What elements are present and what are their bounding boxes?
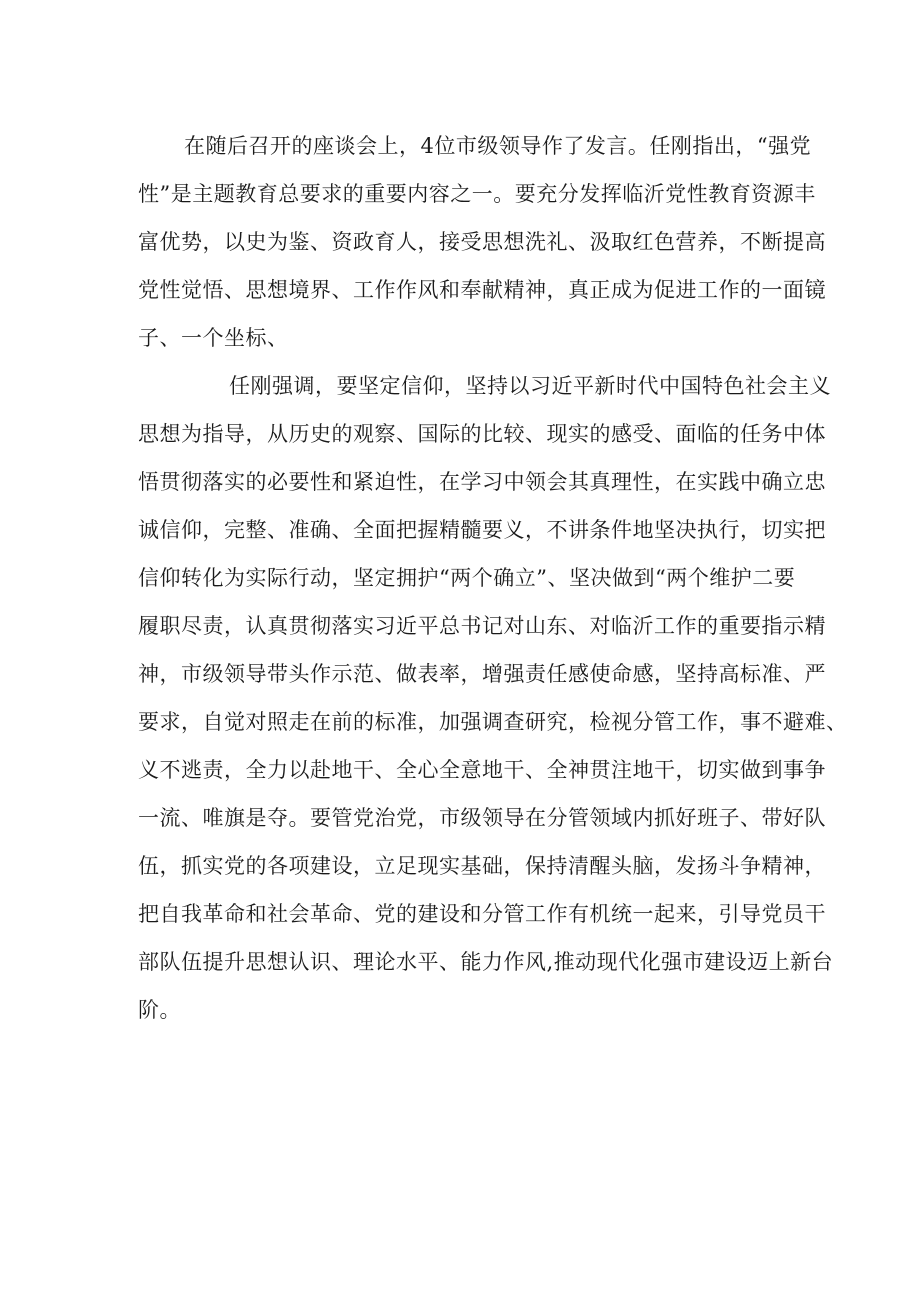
paragraph-2-line-4: 诚信仰，完整、准确、全面把握精髓要义，不讲条件地坚决执行，切实把 bbox=[138, 518, 826, 542]
paragraph-1-line-5: 子、一个坐标、 bbox=[138, 326, 289, 350]
paragraph-2-line-6: 履职尽责，认真贯彻落实习近平总书记对山东、对临沂工作的重要指示精 bbox=[138, 614, 826, 638]
paragraph-2-line-10: 一流、唯旗是夺。要管党治党，市级领导在分管领域内抓好班子、带好队 bbox=[138, 806, 826, 830]
paragraph-2-line-3: 悟贯彻落实的必要性和紧迫性，在学习中领会其真理性，在实践中确立忠 bbox=[138, 470, 826, 494]
paragraph-2-line-7: 神，市级领导带头作示范、做表率，增强责任感使命感，坚持高标准、严 bbox=[138, 662, 826, 686]
paragraph-2-line-8: 要求，自觉对照走在前的标准，加强调查研究，检视分管工作，事不避难、 bbox=[138, 710, 848, 734]
paragraph-2-line-1: 任刚强调，要坚定信仰，坚持以习近平新时代中国特色社会主义 bbox=[229, 374, 831, 398]
paragraph-1-line-2: 性”是主题教育总要求的重要内容之一。要充分发挥临沂党性教育资源丰 bbox=[138, 182, 816, 206]
paragraph-1-line-1: 在随后召开的座谈会上，4位市级领导作了发言。任刚指出，“强党 bbox=[184, 134, 812, 158]
paragraph-2-line-12: 把自我革命和社会革命、党的建设和分管工作有机统一起来，引导党员干 bbox=[138, 902, 826, 926]
paragraph-2-line-2: 思想为指导，从历史的观察、国际的比较、现实的感受、面临的任务中体 bbox=[138, 422, 826, 446]
paragraph-2-line-5: 信仰转化为实际行动，坚定拥护“两个确立”、坚决做到“两个维护二要 bbox=[138, 566, 796, 590]
paragraph-2-line-14: 阶。 bbox=[138, 998, 181, 1022]
paragraph-2-line-9: 义不逃责，全力以赴地干、全心全意地干、全神贯注地干，切实做到事争 bbox=[138, 758, 826, 782]
paragraph-1-line-3: 富优势，以史为鉴、资政育人，接受思想洗礼、汲取红色营养，不断提高 bbox=[138, 230, 826, 254]
paragraph-1-line-4: 党性觉悟、思想境界、工作作风和奉献精神，真正成为促进工作的一面镜 bbox=[138, 278, 826, 302]
paragraph-2-line-11: 伍，抓实党的各项建设，立足现实基础，保持清醒头脑，发扬斗争精神， bbox=[138, 854, 826, 878]
paragraph-2-line-13: 部队伍提升思想认识、理论水平、能力作风,推动现代化强市建设迈上新台 bbox=[138, 950, 834, 974]
